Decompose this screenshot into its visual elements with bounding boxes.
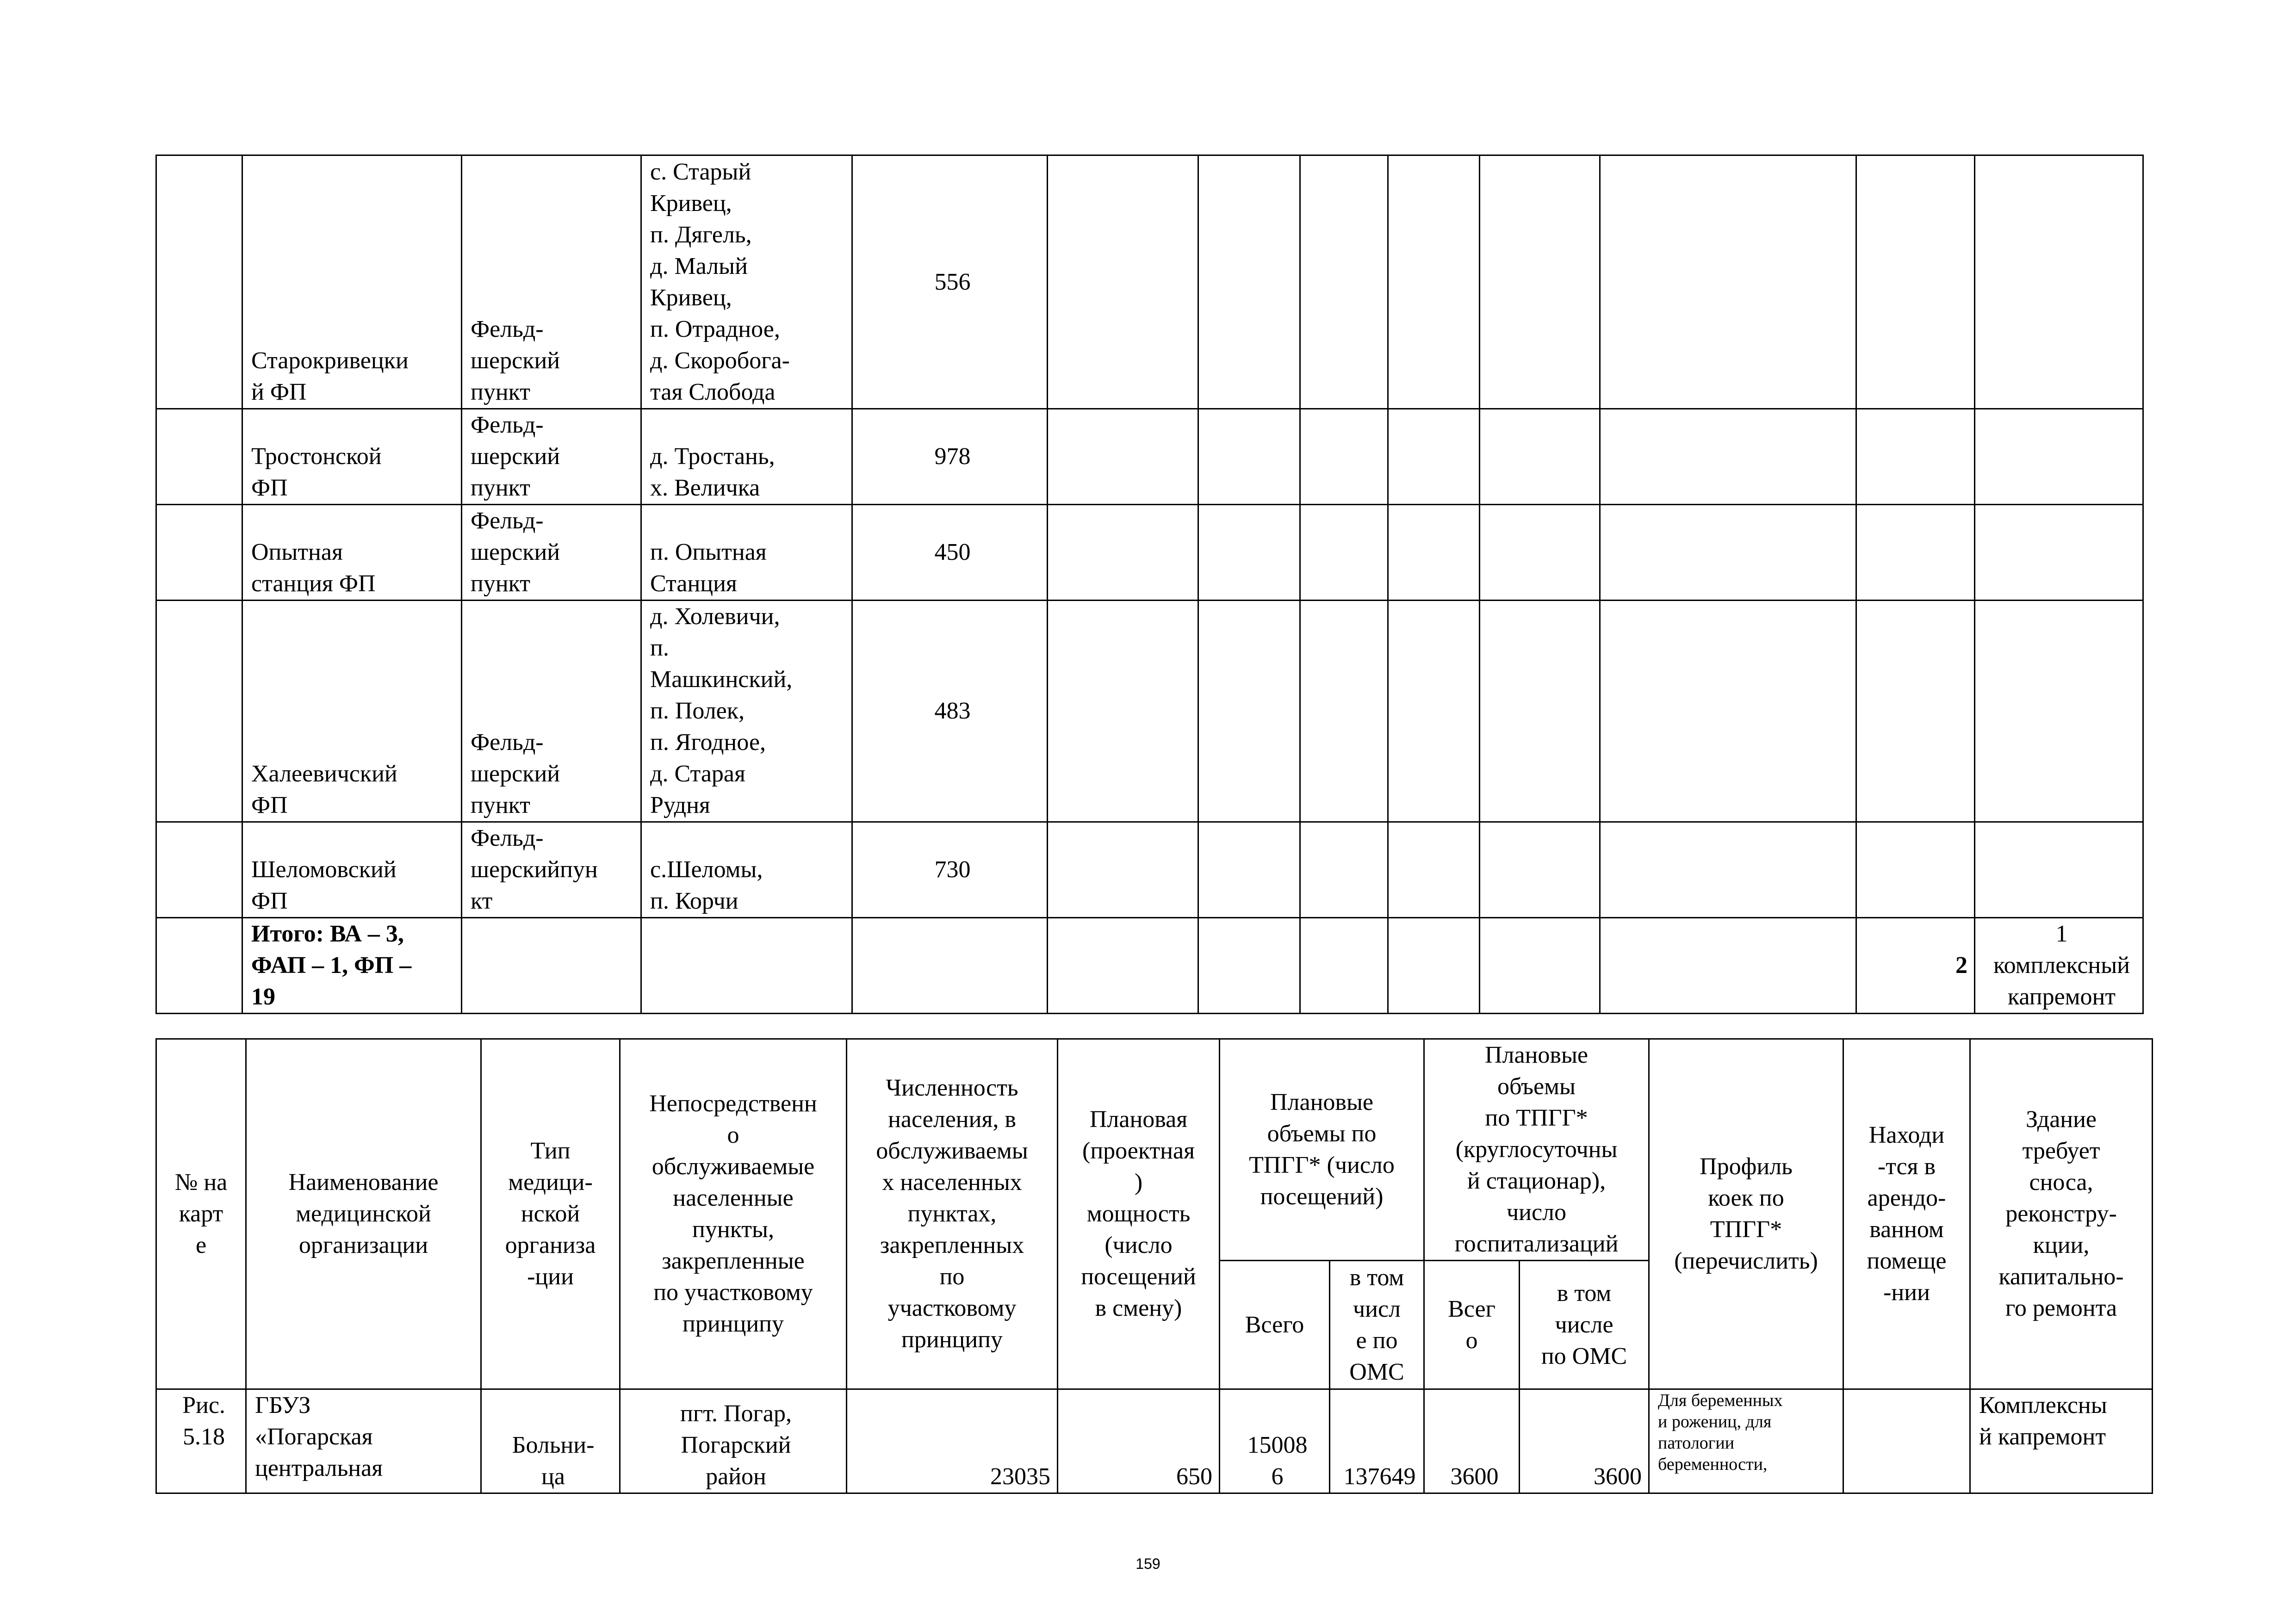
settlements-cell: с.Шеломы, п. Корчи — [641, 822, 852, 918]
facilities-table — [155, 1038, 2153, 1494]
org-type-cell: Фельд- шерский пункт — [462, 601, 641, 822]
header-settlements: Непосредственн о обслуживаемые населенные пункты, закрепленные по участковому принципу — [620, 1039, 847, 1389]
org-name-cell: Халеевичский ФП — [242, 601, 462, 822]
header-capacity: Плановая (проектная ) мощность (число посещений в смену) — [1058, 1039, 1220, 1389]
building-cell: Комплексны й капремонт — [1970, 1389, 2153, 1493]
header-hosp-oms: в том числе по ОМС — [1520, 1261, 1649, 1389]
header-beds: Профиль коек по ТПГГ* (перечислить) — [1649, 1039, 1843, 1389]
header-population: Численность населения, в обслуживаемы х населенных пунктах, закрепленных по участковому принципу — [847, 1039, 1058, 1389]
header-visits-oms: в том числ е по ОМС — [1330, 1261, 1424, 1389]
total-label: Итого: ВА – 3, ФАП – 1, ФП – 19 — [242, 918, 462, 1014]
header-visits: Плановые объемы по ТПГГ* (число посещений) — [1220, 1039, 1424, 1261]
capacity-cell: 650 — [1058, 1389, 1220, 1493]
settlements-cell: с. Старый Кривец, п. Дягель, д. Малый Кривец, п. Отрадное, д. Скоробога- тая Слобода — [641, 155, 852, 409]
org-type-cell: Больни- ца — [481, 1389, 620, 1493]
org-name-cell: Шеломовский ФП — [242, 822, 462, 918]
map-no-cell: Рис. 5.18 — [156, 1389, 246, 1493]
settlements-cell: д. Холевичи, п. Машкинский, п. Полек, п. Ягодное, д. Старая Рудня — [641, 601, 852, 822]
header-org-name: Наименование медицинской организации — [246, 1039, 481, 1389]
population-cell: 483 — [852, 601, 1048, 822]
org-name-cell: Опытная станция ФП — [242, 505, 462, 601]
rented-cell — [1843, 1389, 1970, 1493]
header-hosp: Плановые объемы по ТПГГ* (круглосуточны й стационар), число госпитализаций — [1424, 1039, 1649, 1261]
table-row — [156, 505, 2143, 601]
total-row — [156, 918, 2143, 1014]
table-row — [156, 409, 2143, 505]
total-rented: 2 — [1856, 918, 1975, 1014]
header-rented: Находи -тся в арендо- ванном помеще -нии — [1843, 1039, 1970, 1389]
org-type-cell: Фельд- шерскийпун кт — [462, 822, 641, 918]
population-cell: 556 — [852, 155, 1048, 409]
org-name-cell: Тростонской ФП — [242, 409, 462, 505]
table-row — [156, 601, 2143, 822]
visits-total-cell: 15008 6 — [1220, 1389, 1330, 1493]
header-org-type: Тип медици- нской организа -ции — [481, 1039, 620, 1389]
settlements-cell: д. Тростань, х. Величка — [641, 409, 852, 505]
header-row — [156, 1039, 2153, 1261]
header-visits-total: Всего — [1220, 1261, 1330, 1389]
org-type-cell: Фельд- шерский пункт — [462, 155, 641, 409]
population-cell: 450 — [852, 505, 1048, 601]
table-row — [156, 822, 2143, 918]
hosp-oms-cell: 3600 — [1520, 1389, 1649, 1493]
facilities-table-continued — [155, 155, 2144, 1014]
org-name-cell: ГБУЗ «Погарская центральная — [246, 1389, 481, 1493]
header-building: Здание требует сноса, реконстру- кции, капитально- го ремонта — [1970, 1039, 2153, 1389]
page-number: 159 — [1136, 1555, 1160, 1572]
beds-cell: Для беременных и рожениц, для патологии беременности, — [1649, 1389, 1843, 1493]
visits-oms-cell: 137649 — [1330, 1389, 1424, 1493]
header-map-no: № на карт е — [156, 1039, 246, 1389]
hosp-total-cell: 3600 — [1424, 1389, 1520, 1493]
population-cell: 730 — [852, 822, 1048, 918]
org-type-cell: Фельд- шерский пункт — [462, 409, 641, 505]
table-row — [156, 1389, 2153, 1493]
header-hosp-total: Всег о — [1424, 1261, 1520, 1389]
settlements-cell: п. Опытная Станция — [641, 505, 852, 601]
population-cell: 978 — [852, 409, 1048, 505]
total-building: 1 комплексный капремонт — [1975, 918, 2143, 1014]
population-cell: 23035 — [847, 1389, 1058, 1493]
table-row — [156, 155, 2143, 409]
org-type-cell: Фельд- шерский пункт — [462, 505, 641, 601]
org-name-cell: Старокривецки й ФП — [242, 155, 462, 409]
settlements-cell: пгт. Погар, Погарский район — [620, 1389, 847, 1493]
